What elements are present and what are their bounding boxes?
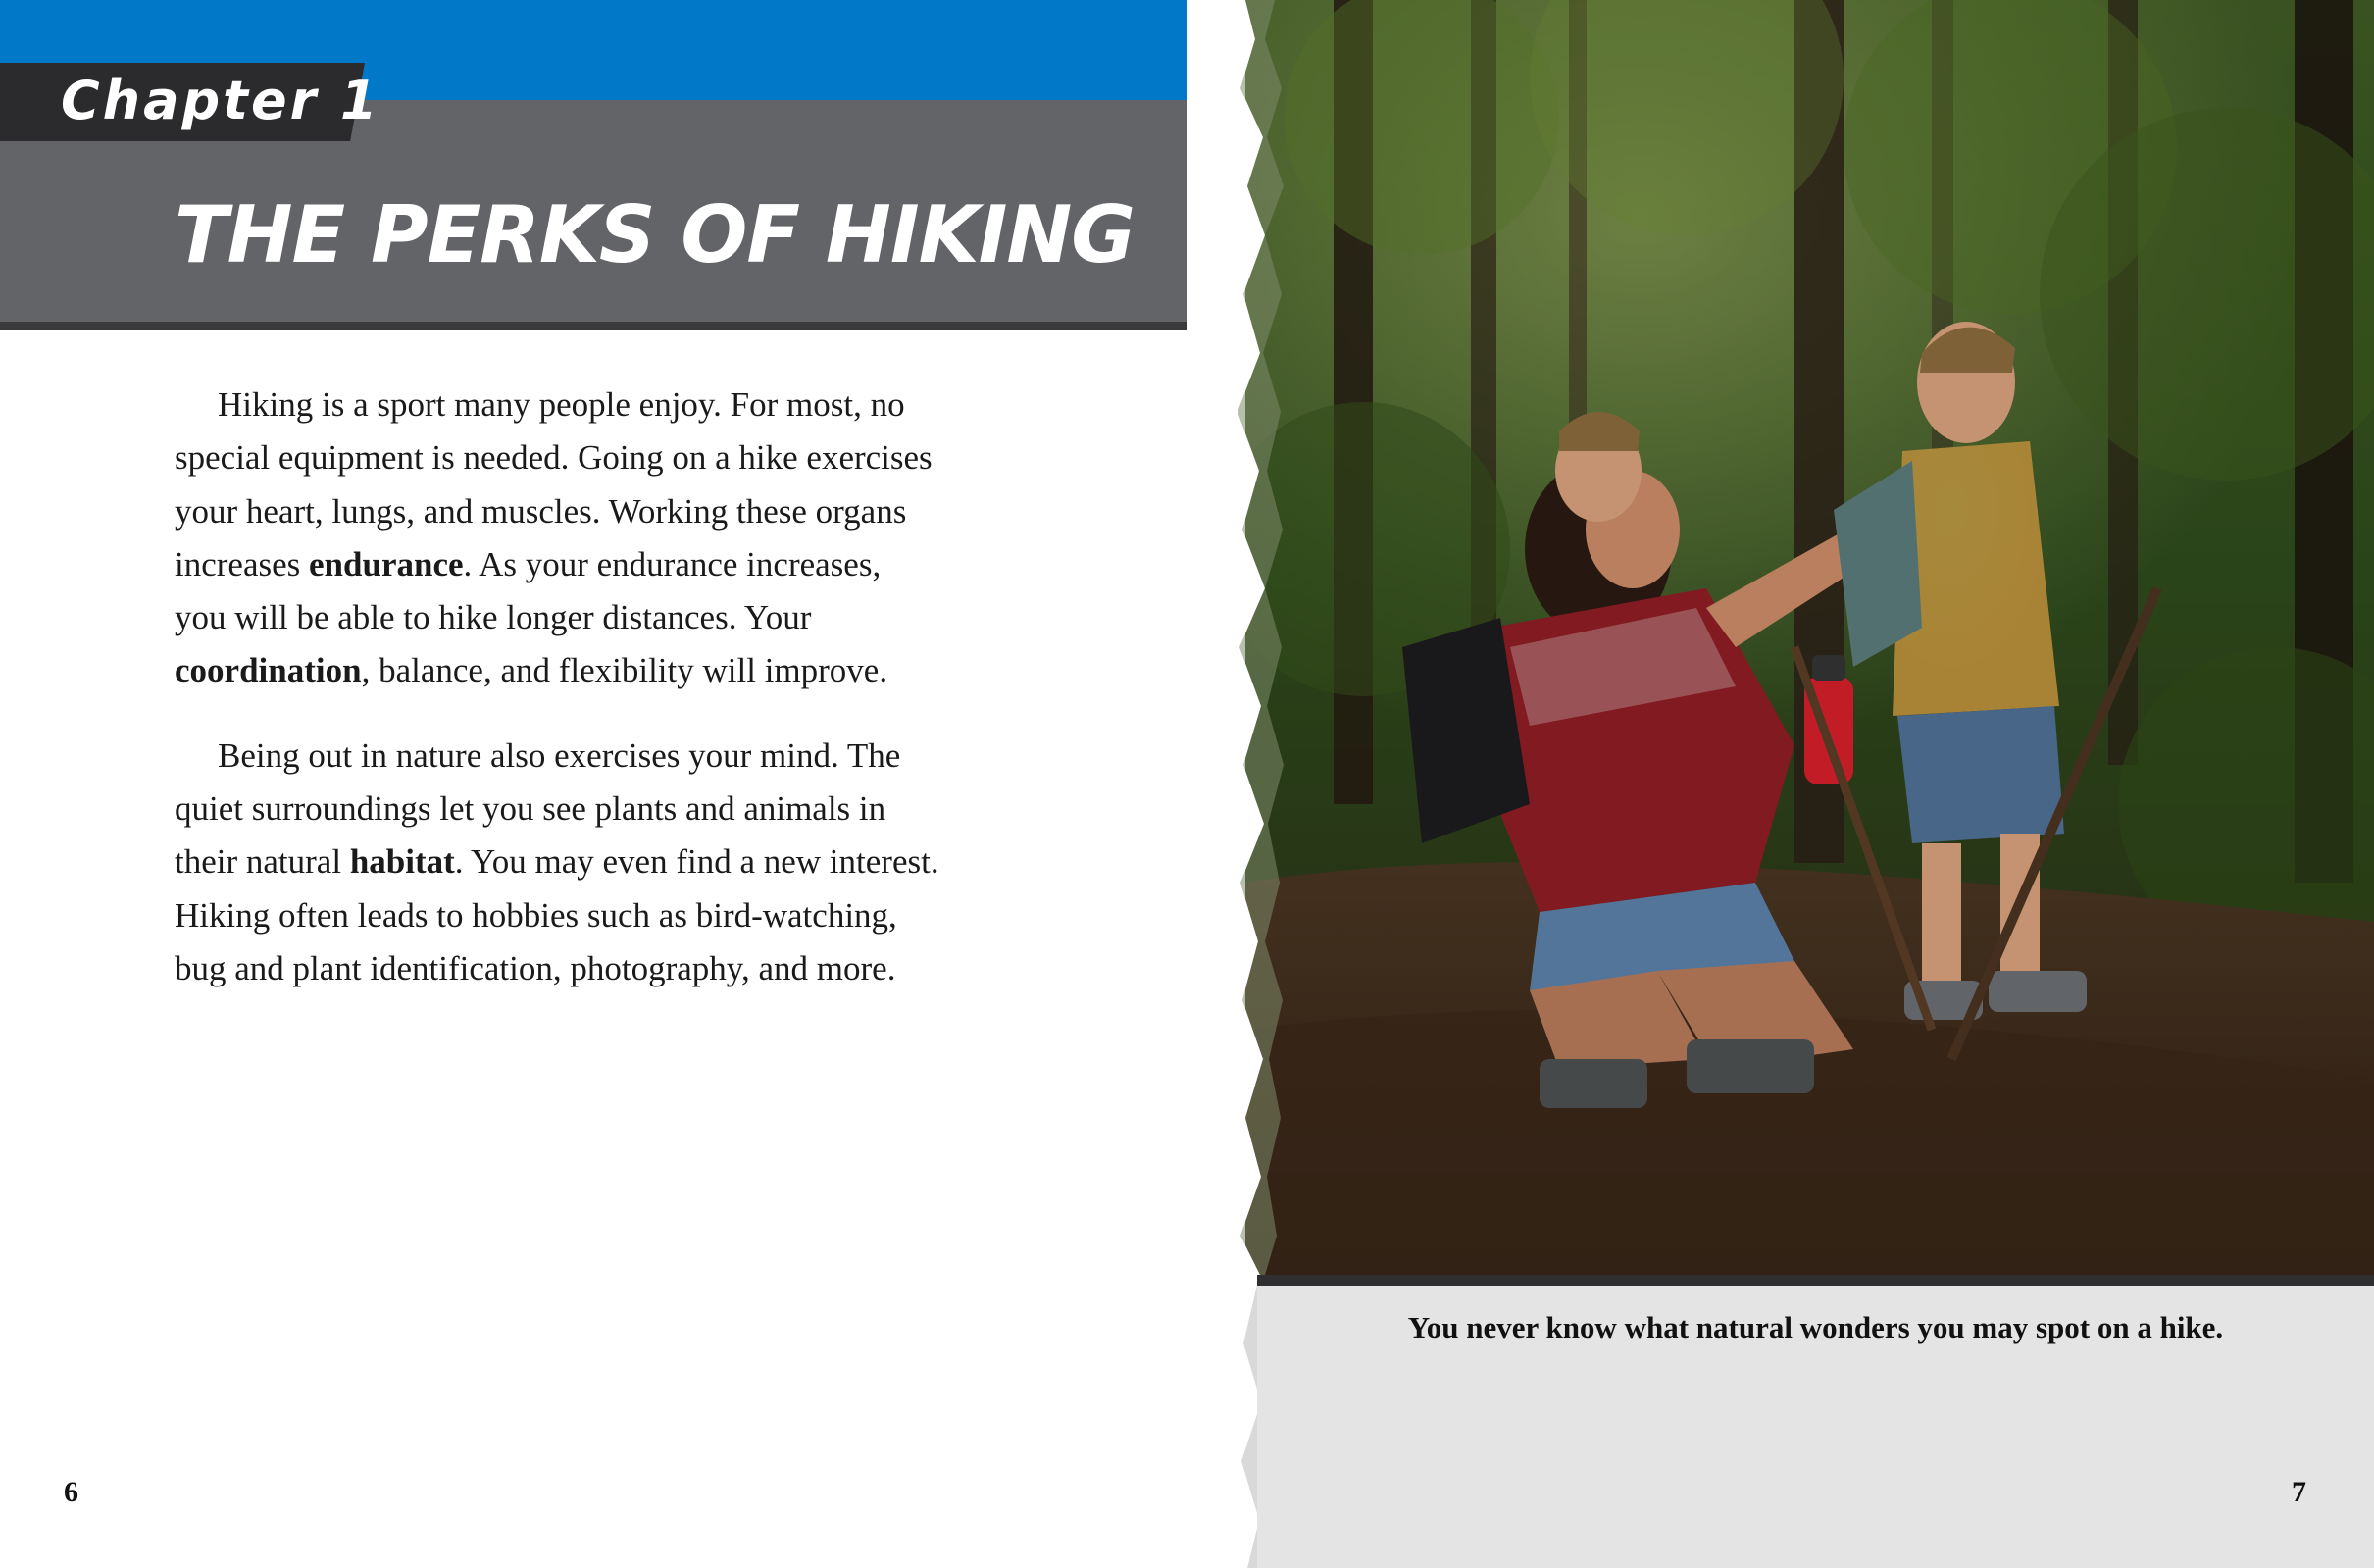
glossary-term: coordination — [175, 651, 362, 690]
header-divider — [0, 322, 1187, 330]
body-text — [175, 379, 939, 1027]
text-run: . As your endurance increases, you will be able to hike longer distances. Your — [175, 544, 882, 637]
text-run: Being out in nature also exercises your mind. The quiet surroundings let you see plants and animals in their natural — [175, 735, 901, 882]
photo-caption: You never know what natural wonders you may spot on a hike. — [1407, 1310, 2224, 1344]
paragraph-1 — [175, 379, 939, 698]
glossary-term: endurance — [309, 544, 464, 583]
page-number-left: 6 — [64, 1476, 78, 1508]
page-number-right: 7 — [2292, 1476, 2306, 1508]
paragraph-2 — [175, 730, 939, 995]
hiking-photo — [1245, 0, 2374, 1283]
forest-family-illustration — [1245, 0, 2374, 1283]
glossary-term: habitat — [349, 842, 455, 882]
text-run: Hiking is a sport many people enjoy. For most, no special equipment is needed. Going on a hike exercises your heart, lungs, and muscles. Working these organs increases — [175, 385, 933, 583]
chapter-title: THE PERKS OF HIKING — [175, 189, 1135, 280]
photo-bottom-bar — [1257, 1275, 2374, 1286]
text-run: . You may even find a new interest. Hiking often leads to hobbies such as bird-watching, bug and plant identification, photography, and more. — [175, 842, 939, 987]
chapter-label: Chapter 1 — [61, 70, 380, 131]
text-run: , balance, and flexibility will improve. — [361, 651, 888, 690]
